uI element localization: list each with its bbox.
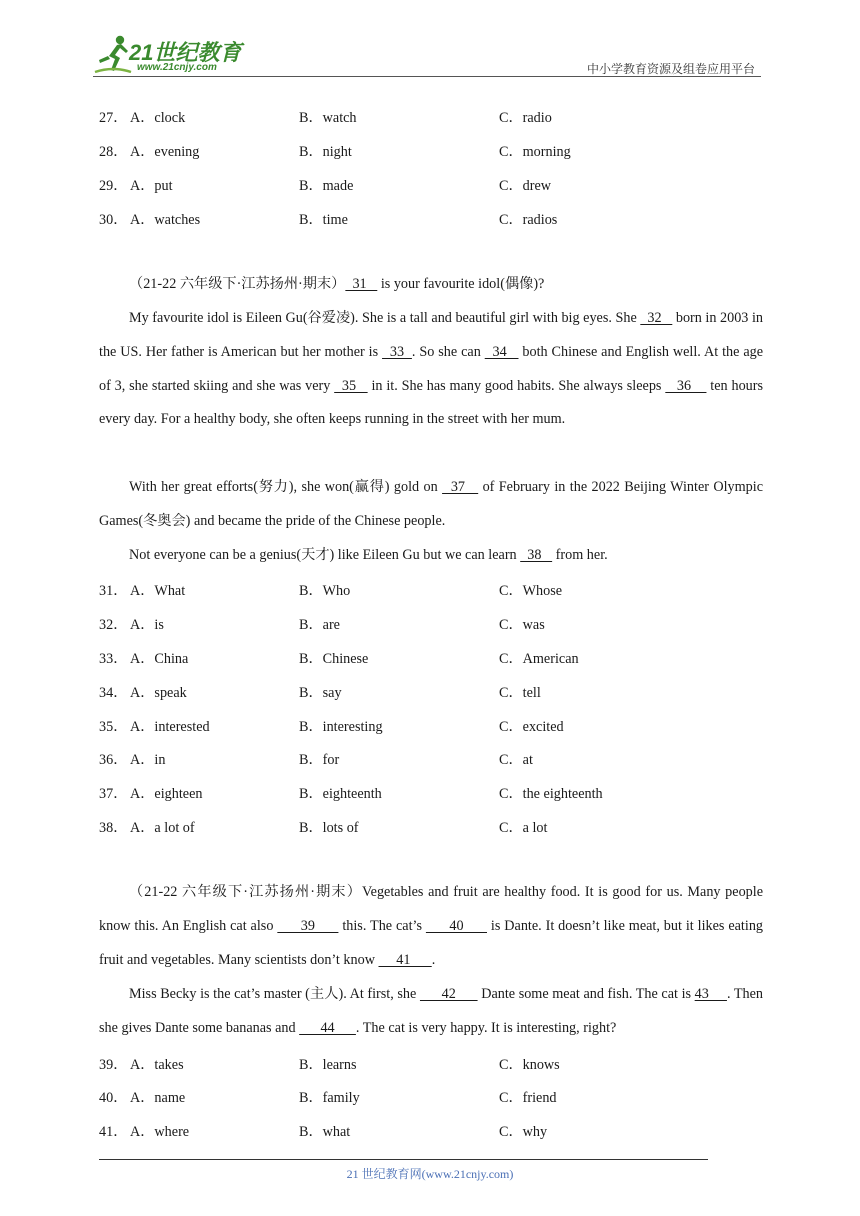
blank-34: 34 bbox=[484, 343, 519, 360]
header-divider bbox=[93, 76, 761, 77]
option-b: B．made bbox=[299, 178, 354, 194]
blank-32: 32 bbox=[640, 310, 673, 326]
footer-divider bbox=[99, 1159, 708, 1160]
blank-40: 40 bbox=[425, 917, 487, 934]
logo-url: www.21cnjy.com bbox=[137, 62, 217, 73]
passage3-paragraph-1: （21-22 六年级下·江苏扬州·期末）Vegetables and fruit are healthy food. It is good for us. Many people know this. An English cat also 39 this. The cat’s 40 is Dante. It doesn’t like meat, but it likes eating fruit and vegetables. Many scientists don’t know 41 . bbox=[99, 884, 764, 968]
option-b: B．watch bbox=[299, 110, 357, 126]
question-number: 30． bbox=[99, 212, 128, 228]
question-row-36: 36． A．in B．for C．at bbox=[99, 752, 533, 768]
question-row-27 bbox=[99, 107, 779, 127]
blank-33: 33 bbox=[382, 343, 412, 360]
option-c: C．radios bbox=[499, 212, 558, 228]
logo-text: 21世纪教育 bbox=[129, 40, 242, 65]
passage2-paragraph-3: Not everyone can be a genius(天才) like Eileen Gu but we can learn 38 from her. bbox=[129, 547, 608, 563]
question-row-31: 31． A．What B．Who C．Whose bbox=[99, 583, 563, 599]
option-a: A．evening bbox=[130, 144, 200, 160]
option-c: C．radio bbox=[499, 110, 552, 126]
runner-logo-icon bbox=[93, 34, 133, 76]
site-logo bbox=[93, 34, 263, 78]
blank-37: 37 bbox=[442, 479, 479, 495]
question-row-30 bbox=[99, 209, 779, 229]
passage3-paragraph-2: Miss Becky is the cat’s master (主人). At first, she 42 Dante some meat and fish. The cat is 43 . Then she gives Dante some bananas and 44 . The cat is very happy. It is interesting, right? bbox=[99, 986, 763, 1036]
question-row-38: 38． A．a lot of B．lots of C．a lot bbox=[99, 820, 548, 836]
question-row-41: 41． A．where B．what C．why bbox=[99, 1124, 548, 1140]
option-b: B．time bbox=[299, 212, 348, 228]
blank-44: 44 bbox=[299, 1019, 356, 1036]
passage2-intro: （21-22 六年级下·江苏扬州·期末） 31 is your favourite idol(偶像)? bbox=[129, 276, 545, 292]
blank-41: 41 bbox=[378, 951, 432, 968]
question-row-37: 37． A．eighteen B．eighteenth C．the eighteenth bbox=[99, 786, 603, 802]
option-a: A．watches bbox=[130, 212, 201, 228]
question-row-32: 32． A．is B．are C．was bbox=[99, 617, 545, 633]
passage2-paragraph-1: My favourite idol is Eileen Gu(谷爱凌). She is a tall and beautiful girl with big eyes. She 32 born in 2003 in the US. Her father is American but her mother is 33 . So she can 34 both Chinese and English well. At the age of 3, she started skiing and she was very 35 in it. She has many good habits. She always sleeps 36 ten hours every day. For a healthy body, she often keeps running in the street with her mum. bbox=[99, 310, 764, 428]
question-row-35: 35． A．interested B．interesting C．excited bbox=[99, 719, 564, 735]
footer-text: 21 世纪教育网(www.21cnjy.com) bbox=[346, 1167, 514, 1181]
blank-38: 38 bbox=[520, 547, 553, 563]
question-row-33: 33． A．China B．Chinese C．American bbox=[99, 651, 579, 667]
question-row-29 bbox=[99, 175, 779, 195]
blank-39: 39 bbox=[277, 917, 339, 934]
passage2-paragraph-2: With her great efforts(努力), she won(赢得) gold on 37 of February in the 2022 Beijing Winter Olympic Games(冬奥会) and became the pride of the Chinese people. bbox=[99, 479, 764, 529]
question-number: 28． bbox=[99, 144, 128, 160]
page-header bbox=[0, 0, 860, 80]
question-number: 27． bbox=[99, 110, 128, 126]
option-c: C．morning bbox=[499, 144, 571, 160]
blank-35: 35 bbox=[334, 377, 368, 394]
option-c: C．drew bbox=[499, 178, 552, 194]
question-row-39: 39． A．takes B．learns C．knows bbox=[99, 1057, 560, 1073]
option-a: A．put bbox=[130, 178, 173, 194]
blank-31: 31 bbox=[345, 276, 378, 292]
blank-36: 36 bbox=[665, 377, 707, 394]
blank-43: 43 bbox=[694, 986, 727, 1002]
header-tagline: 中小学教育资源及组卷应用平台 bbox=[586, 62, 755, 76]
question-row-40: 40． A．name B．family C．friend bbox=[99, 1090, 557, 1106]
blank-42: 42 bbox=[419, 986, 478, 1002]
option-a: A．clock bbox=[130, 110, 186, 126]
question-row-34: 34． A．speak B．say C．tell bbox=[99, 685, 541, 701]
option-b: B．night bbox=[299, 144, 352, 160]
question-number: 29． bbox=[99, 178, 128, 194]
question-row-28 bbox=[99, 141, 779, 161]
